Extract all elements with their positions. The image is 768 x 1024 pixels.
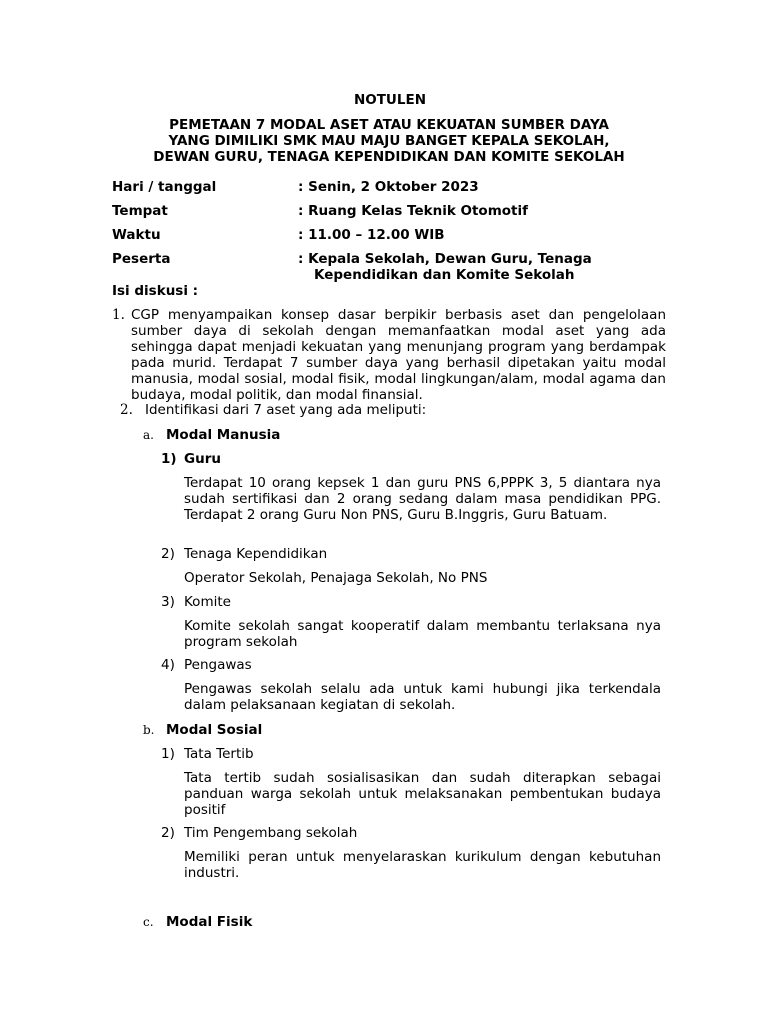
- discussion-label: Isi diskusi :: [112, 283, 199, 299]
- item-number: 4): [161, 657, 175, 673]
- point-1-text: CGP menyampaikan konsep dasar berpikir berbasis aset dan pengelolaan sumber daya di sekolah dengan memanfaatkan modal aset yang ada sehingga dapat menjadi kekuatan yang menunjang program yang berdampak pada murid. Terdapat 7 sumber daya yang berhasil dipetakan yaitu modal manusia, modal sosial, modal fisik, modal lingkungan/alam, modal agama dan budaya, modal politik, dan modal finansial.: [131, 307, 666, 403]
- item-description: Memiliki peran untuk menyelaraskan kurikulum dengan kebutuhan industri.: [184, 849, 661, 881]
- subtitle-line: PEMETAAN 7 MODAL ASET ATAU KEKUATAN SUMBER DAYA: [169, 117, 609, 133]
- meta-day-label: Hari / tanggal: [112, 179, 217, 195]
- meta-day-value: : Senin, 2 Oktober 2023: [298, 179, 479, 195]
- subtitle-line: DEWAN GURU, TENAGA KEPENDIDIKAN DAN KOMITE SEKOLAH: [153, 149, 625, 165]
- item-title: Tata Tertib: [184, 746, 254, 762]
- item-title: Pengawas: [184, 657, 252, 673]
- meta-place-value: : Ruang Kelas Teknik Otomotif: [298, 203, 529, 219]
- participants-line: : Kepala Sekolah, Dewan Guru, Tenaga: [298, 251, 592, 267]
- section-letter: a.: [143, 428, 154, 442]
- meta-time-value: : 11.00 – 12.00 WIB: [298, 227, 445, 243]
- item-description: Tata tertib sudah sosialisasikan dan sudah diterapkan sebagai panduan warga sekolah untuk melaksanakan pembentukan budaya positif: [184, 770, 661, 818]
- item-number: 2): [161, 546, 175, 562]
- item-description: Operator Sekolah, Penajaga Sekolah, No PNS: [184, 570, 488, 586]
- document-subtitle: [105, 117, 673, 165]
- section-heading: Modal Manusia: [166, 427, 281, 443]
- item-title: Komite: [184, 594, 231, 610]
- point-2-text: Identifikasi dari 7 aset yang ada meliputi:: [145, 402, 427, 418]
- section-letter: c.: [143, 915, 154, 929]
- section-heading: Modal Sosial: [166, 722, 263, 738]
- item-description: Pengawas sekolah selalu ada untuk kami hubungi jika terkendala dalam pelaksanaan kegiatan di sekolah.: [184, 681, 661, 713]
- item-number: 1): [161, 746, 175, 762]
- section-heading: Modal Fisik: [166, 914, 253, 930]
- item-title: Tim Pengembang sekolah: [184, 825, 358, 841]
- participants-line: Kependidikan dan Komite Sekolah: [314, 267, 575, 283]
- section-letter: b.: [143, 723, 155, 737]
- meta-participants-label: Peserta: [112, 251, 171, 267]
- item-description: Komite sekolah sangat kooperatif dalam membantu terlaksana nya program sekolah: [184, 618, 661, 650]
- point-number: 2.: [120, 402, 133, 418]
- item-description: Terdapat 10 orang kepsek 1 dan guru PNS 6,PPPK 3, 5 diantara nya sudah sertifikasi dan 2 orang sedang dalam masa pendidikan PPG. Terdapat 2 orang Guru Non PNS, Guru B.Inggris, Guru Batuam.: [184, 475, 661, 523]
- point-number: 1.: [112, 307, 125, 323]
- item-number: 1): [161, 451, 177, 467]
- document-title: NOTULEN: [353, 92, 427, 108]
- item-number: 3): [161, 594, 175, 610]
- item-number: 2): [161, 825, 175, 841]
- subtitle-line: YANG DIMILIKI SMK MAU MAJU BANGET KEPALA SEKOLAH,: [168, 133, 610, 149]
- meta-participants-value: [298, 251, 628, 283]
- item-title: Guru: [184, 451, 221, 467]
- meta-time-label: Waktu: [112, 227, 161, 243]
- item-title: Tenaga Kependidikan: [184, 546, 328, 562]
- meta-place-label: Tempat: [112, 203, 168, 219]
